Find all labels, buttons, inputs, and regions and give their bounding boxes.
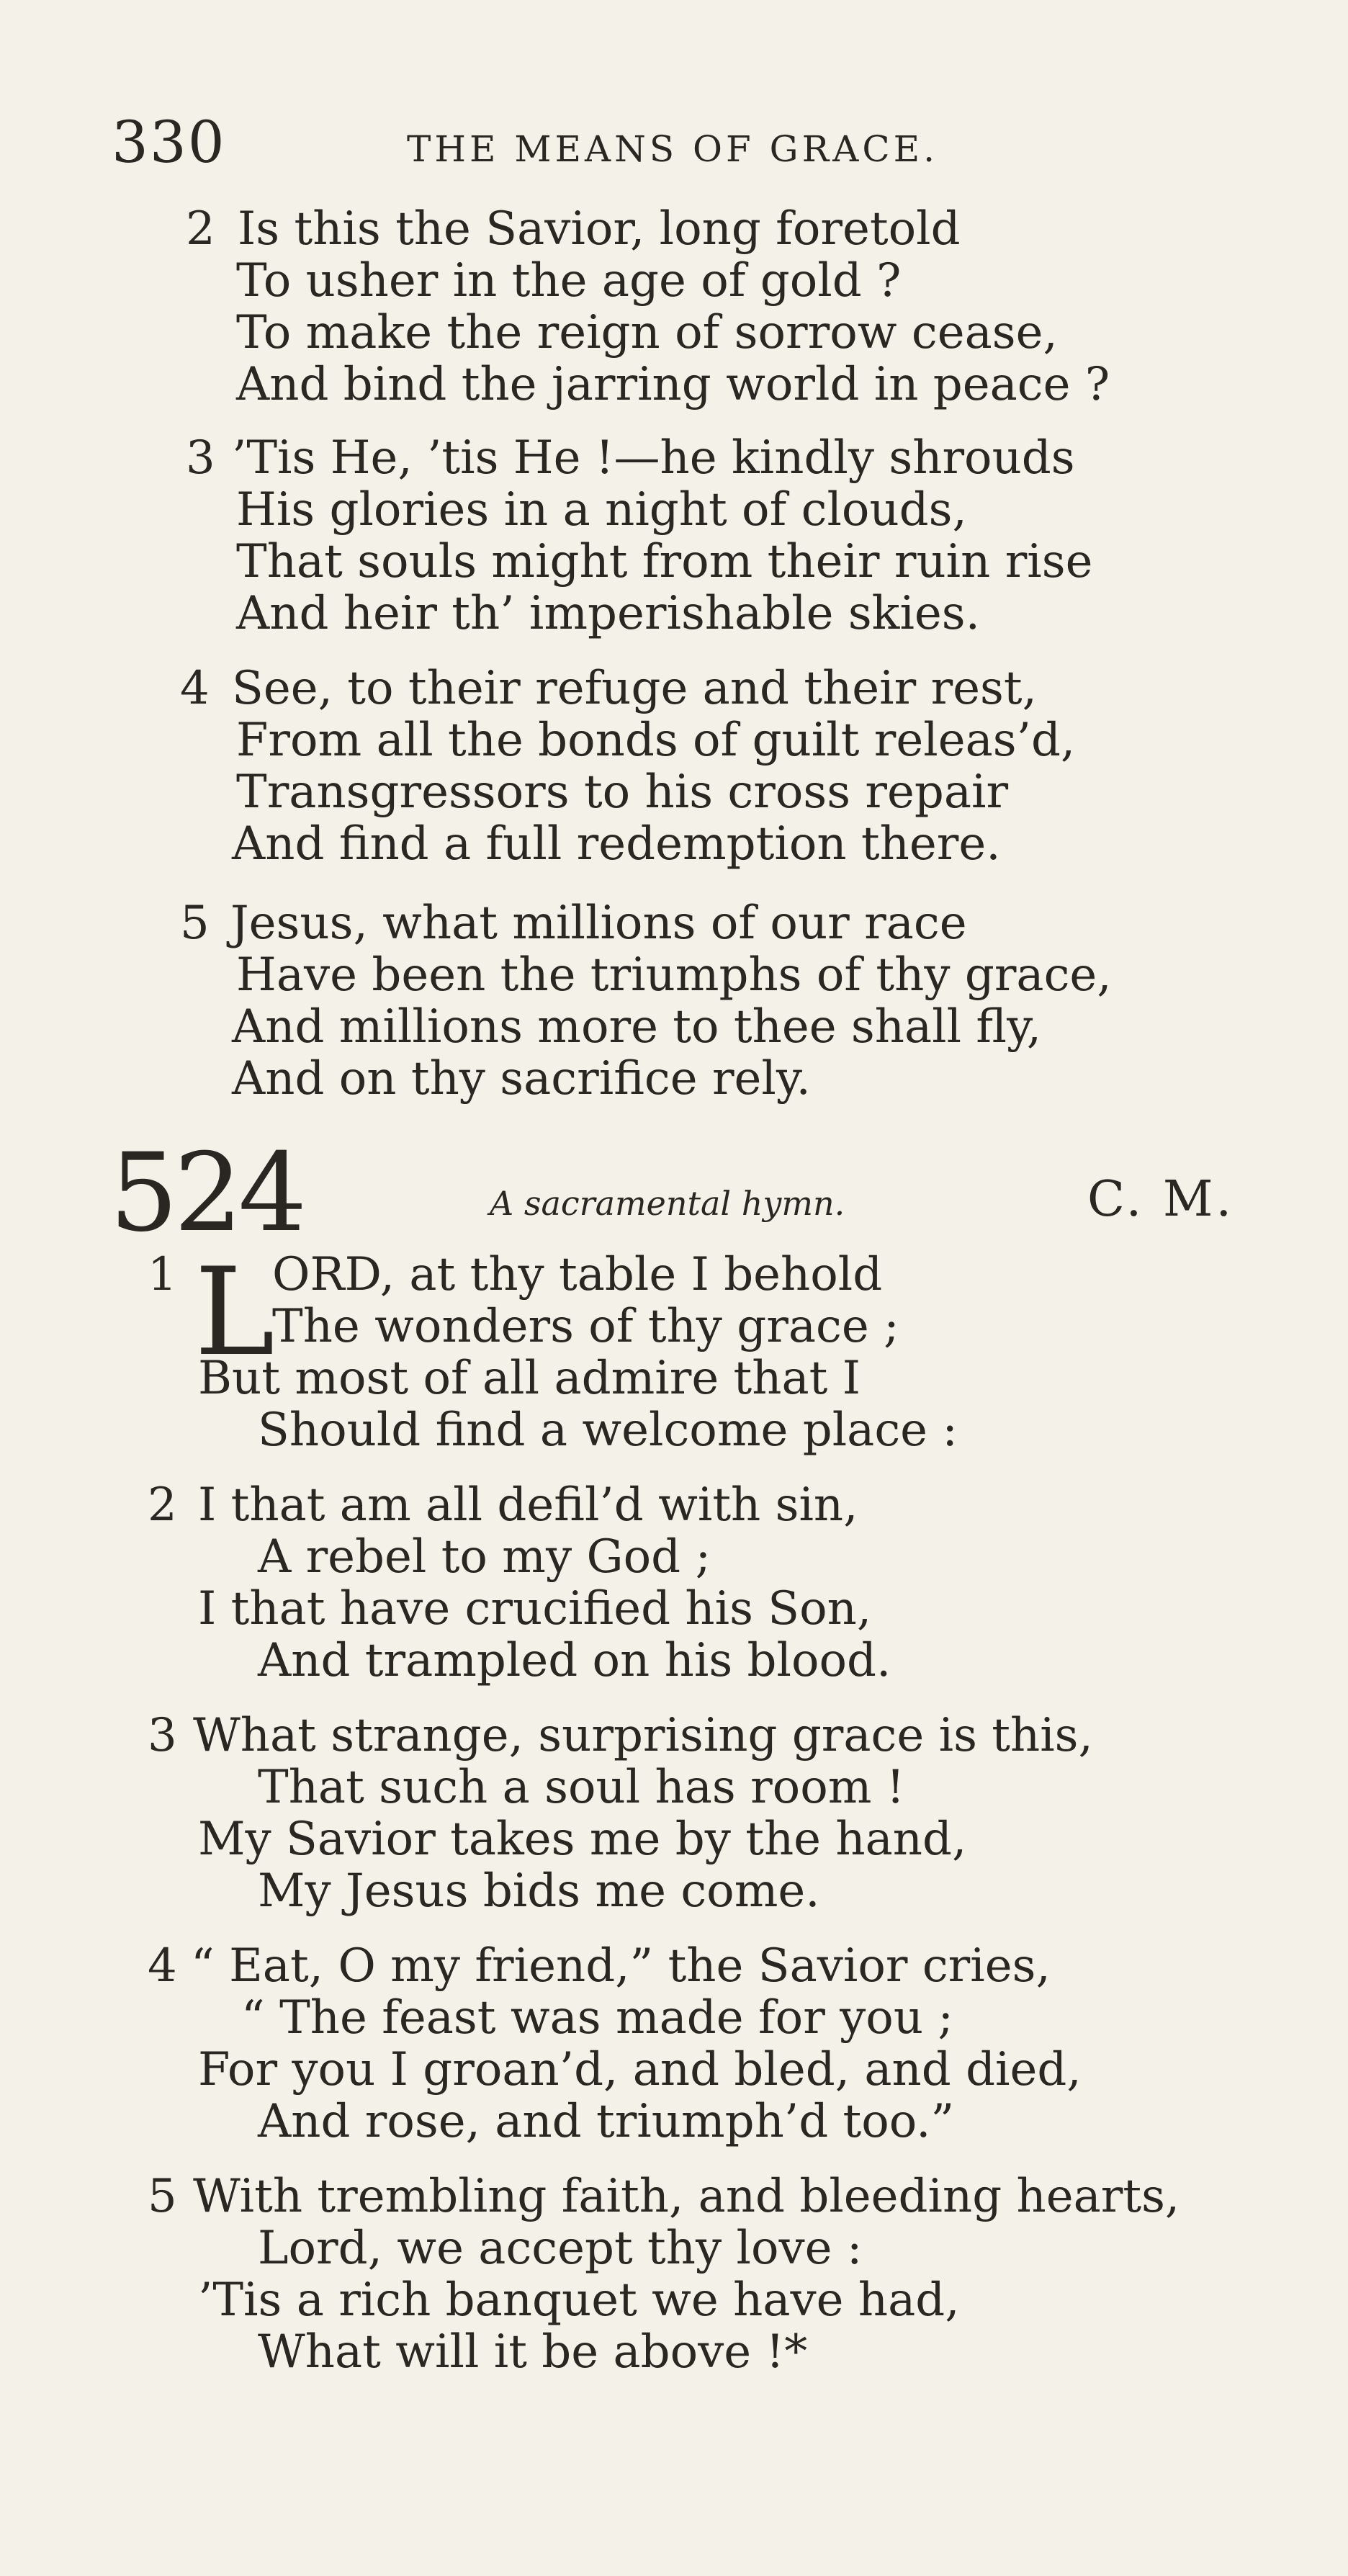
hymn-meter: C. M.	[1087, 1171, 1235, 1228]
verse-line: Jesus, what millions of our race	[230, 897, 967, 950]
verse-line: A rebel to my God ;	[258, 1530, 711, 1584]
verse-line: “ Eat, O my friend,” the Savior cries,	[191, 1939, 1051, 1993]
verse-line: I that am all defil’d with sin,	[198, 1478, 858, 1532]
verse-line: ORD, at thy table I behold	[272, 1248, 883, 1301]
running-title: THE MEANS OF GRACE.	[407, 128, 938, 170]
verse-line: To make the reign of sorrow cease,	[236, 306, 1058, 359]
verse-line: For you I groan’d, and bled, and died,	[198, 2043, 1082, 2096]
verse-line: My Savior takes me by the hand,	[198, 1813, 967, 1866]
verse-line: And on thy sacrifice rely.	[232, 1052, 811, 1105]
drop-cap: L	[194, 1242, 275, 1383]
verse-line: And bind the jarring world in peace ?	[236, 358, 1110, 411]
verse-line: And rose, and triumph’d too.”	[258, 2095, 955, 2148]
verse-line: ’Tis a rich banquet we have had,	[198, 2274, 960, 2327]
verse-number: 2	[186, 202, 215, 256]
verse-number: 3	[148, 1709, 177, 1762]
verse-number: 5	[180, 897, 210, 950]
verse-number: 1	[148, 1248, 177, 1301]
hymn-number: 524	[109, 1131, 303, 1256]
verse-line: That souls might from their ruin rise	[236, 535, 1093, 588]
verse-line: Is this the Savior, long foretold	[238, 202, 961, 256]
verse-line: Should find a welcome place :	[258, 1404, 958, 1457]
verse-line: I that have crucified his Son,	[198, 1582, 872, 1635]
verse-line: And trampled on his blood.	[258, 1634, 891, 1687]
page-number: 330	[112, 109, 226, 176]
verse-line: And find a full redemption there.	[232, 817, 1001, 871]
verse-line: What strange, surprising grace is this,	[193, 1709, 1093, 1762]
verse-line: Transgressors to his cross repair	[236, 766, 1009, 819]
verse-line: What will it be above !*	[258, 2325, 808, 2379]
verse-line: Have been the triumphs of thy grace,	[236, 948, 1112, 1002]
verse-line: From all the bonds of guilt releas’d,	[236, 714, 1076, 767]
verse-line: See, to their refuge and their rest,	[232, 662, 1037, 715]
verse-line: My Jesus bids me come.	[258, 1864, 820, 1918]
verse-line: That such a soul has room !	[258, 1761, 905, 1814]
verse-number: 4	[180, 662, 210, 715]
verse-number: 5	[148, 2170, 177, 2223]
verse-line: But most of all admire that I	[198, 1352, 861, 1405]
verse-number: 2	[148, 1478, 177, 1532]
verse-line: And heir th’ imperishable skies.	[236, 587, 980, 640]
verse-line: “ The feast was made for you ;	[241, 1991, 953, 2045]
verse-number: 3	[186, 431, 215, 485]
verse-line: The wonders of thy grace ;	[272, 1300, 899, 1353]
verse-line: His glories in a night of clouds,	[236, 483, 967, 537]
hymn-title: A sacramental hymn.	[490, 1184, 845, 1223]
verse-line: ’Tis He, ’tis He !—he kindly shrouds	[232, 431, 1075, 485]
verse-line: To usher in the age of gold ?	[236, 254, 902, 308]
verse-line: With trembling faith, and bleeding hearts,	[193, 2170, 1180, 2223]
verse-number: 4	[148, 1939, 177, 1993]
verse-line: And millions more to thee shall fly,	[232, 1000, 1042, 1054]
verse-line: Lord, we accept thy love :	[258, 2222, 863, 2275]
